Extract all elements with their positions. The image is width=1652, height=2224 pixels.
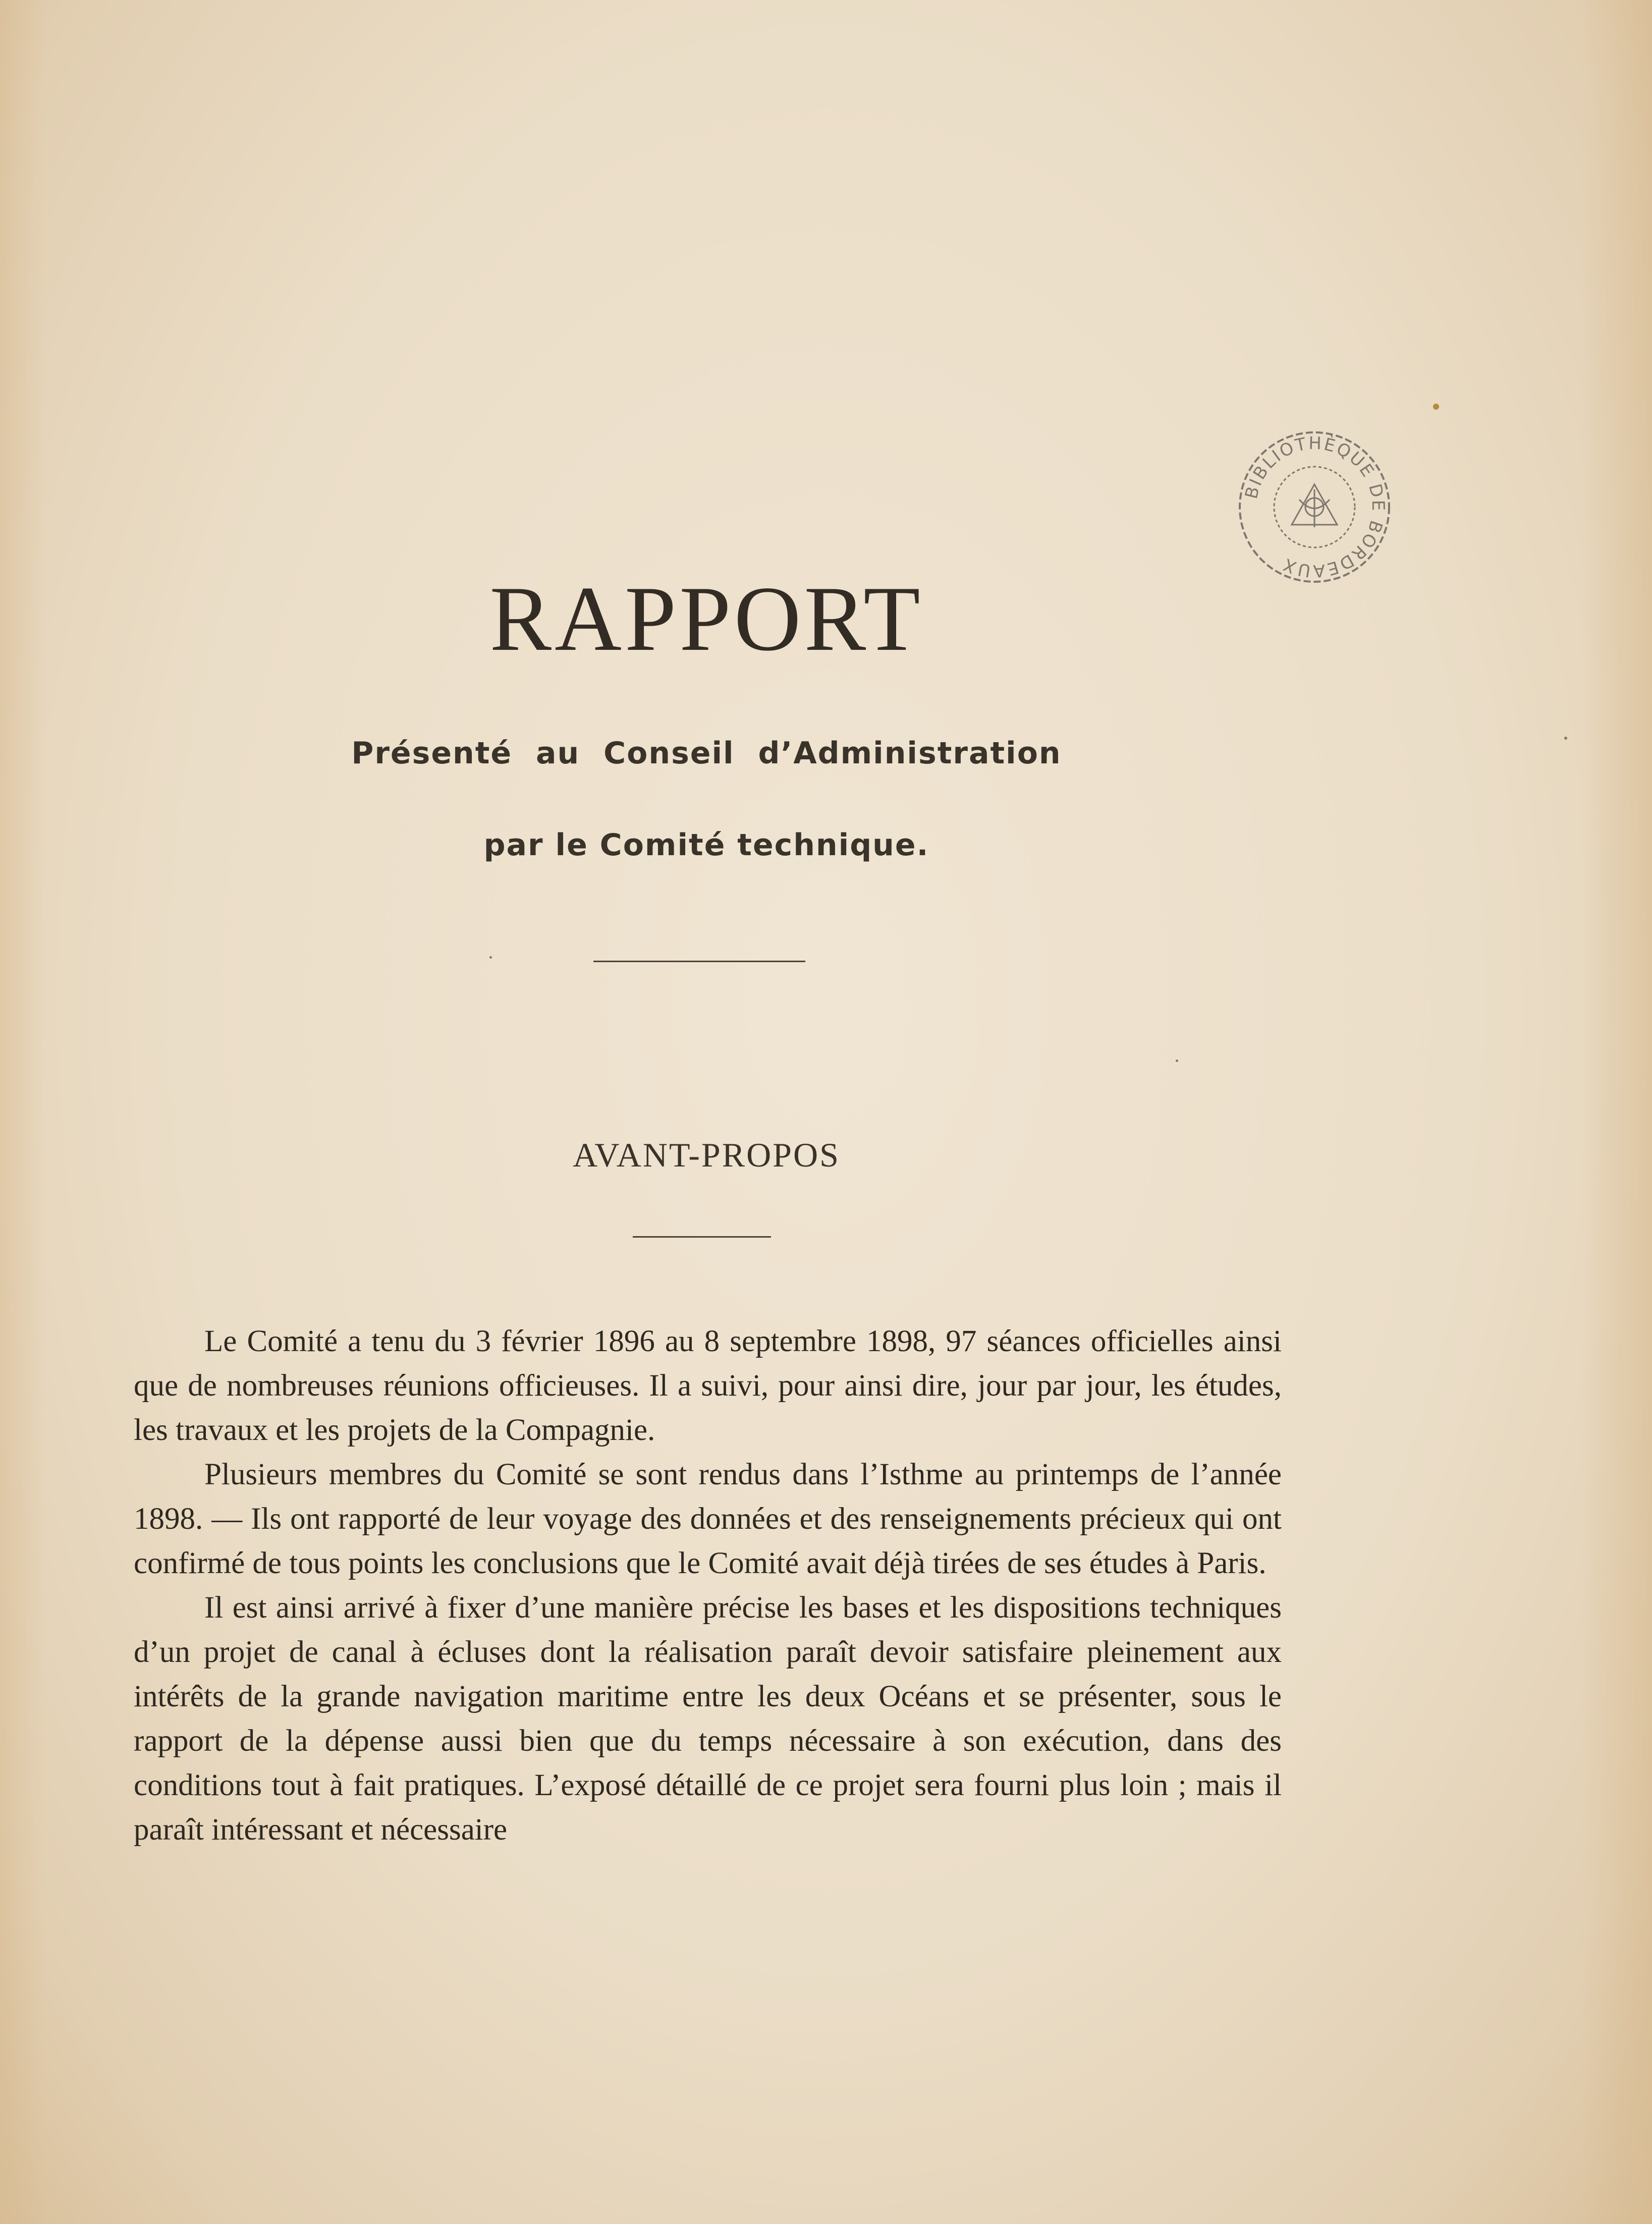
- divider-rule: [593, 961, 805, 962]
- library-stamp: [1236, 429, 1393, 585]
- subtitle-line-2: par le Comité technique.: [483, 827, 929, 863]
- body-text: [134, 1319, 1282, 1852]
- stamp-text: BIBLIOTHÈQUE DE BORDEAUX: [1241, 433, 1389, 581]
- paper-speck: [1564, 737, 1567, 740]
- paragraph: Le Comité a tenu du 3 février 1896 au 8 septembre 1898, 97 séances officielles ainsi que de nombreuses réunions officieuses. Il a suivi, pour ainsi dire, jour par jour, les études, les travaux et les projets de la Compagnie.: [134, 1324, 1282, 1447]
- paper-edge-right: [1581, 0, 1652, 2224]
- paper-speck: [1433, 404, 1439, 410]
- paper-speck: [1176, 1060, 1178, 1062]
- paper-speck: [489, 956, 492, 959]
- paragraph: Il est ainsi arrivé à fixer d’une manière précise les bases et les dispositions techniques d’un projet de canal à écluses dont la réalisation paraît devoir satisfaire pleinement aux intérêts de la grande navigation maritime entre les deux Océans et se présenter, sous le rapport de la dépense aussi bien que du temps nécessaire à son exécution, dans des conditions tout à fait pratiques. L’exposé détaillé de ce projet sera fourni plus loin ; mais il paraît intéressant et nécessaire: [134, 1591, 1282, 1847]
- paragraph: Plusieurs membres du Comité se sont rendus dans l’Isthme au printemps de l’année 1898. — Ils ont rapporté de leur voyage des données et des renseignements précieux qui ont confirmé de tous points les conclusions que le Comité avait déjà tirées de ses études à Paris.: [134, 1458, 1282, 1580]
- document-title: RAPPORT: [489, 567, 923, 670]
- subtitle-line-1: Présenté au Conseil d’Administration: [351, 736, 1062, 771]
- section-heading: AVANT-PROPOS: [573, 1136, 840, 1174]
- paper-edge-left: [0, 0, 45, 2224]
- stamp-emblem: [1292, 484, 1337, 527]
- divider-rule-short: [633, 1236, 771, 1238]
